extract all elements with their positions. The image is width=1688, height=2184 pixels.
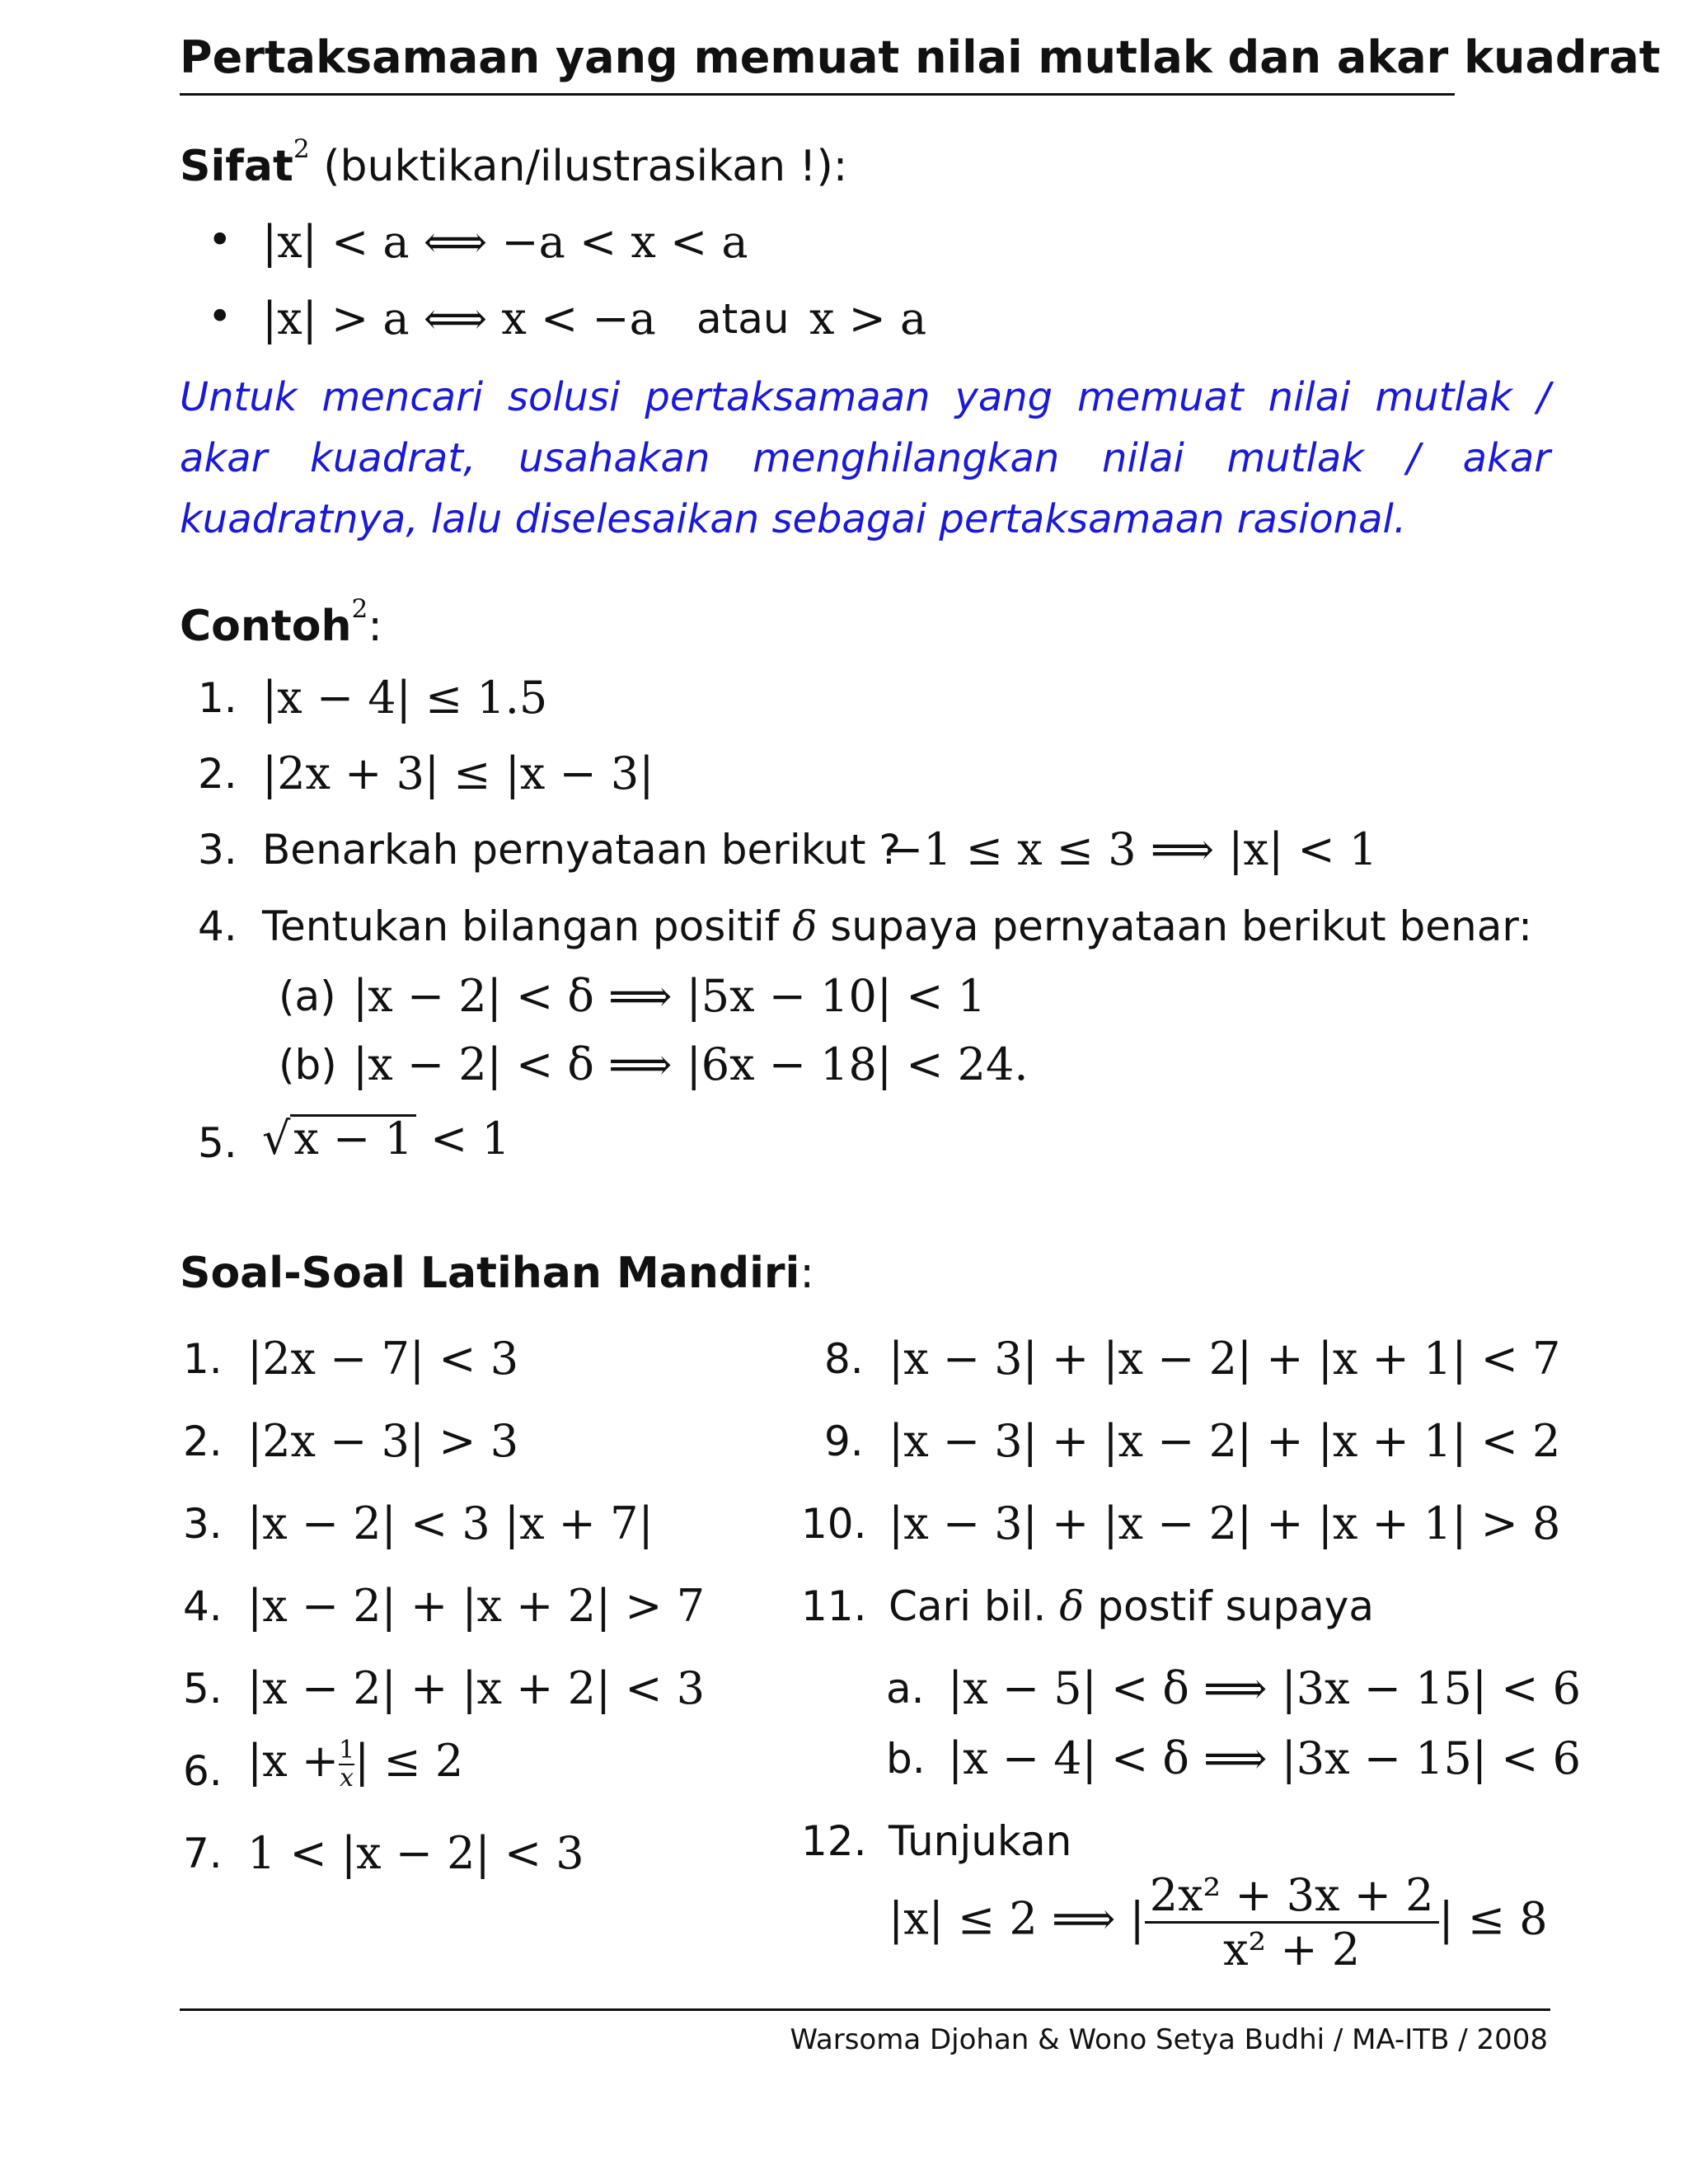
contoh-question: Benarkah pernyataan berikut ?: [262, 826, 901, 874]
latihan-subnumber: b.: [886, 1735, 926, 1783]
footer-rule: [180, 2008, 1550, 2011]
latihan-heading: Soal-Soal Latihan Mandiri:: [180, 1249, 814, 1298]
latihan-number: 8.: [824, 1335, 864, 1383]
sifat-rule-1: |x| < a ⟺ −a < x < a: [262, 216, 748, 268]
sifat-rule-2: |x| > a ⟺ x < −a: [262, 293, 656, 344]
latihan-expression: |x − 2| < 3 |x + 7|: [247, 1497, 654, 1549]
contoh-subnumber: (b): [279, 1041, 337, 1089]
contoh-instruction: Tentukan bilangan positif δ supaya pernyataan berikut benar:: [262, 902, 1532, 950]
latihan-number: 3.: [183, 1500, 223, 1548]
latihan-number: 1.: [183, 1335, 223, 1383]
latihan-expression: |2x − 3| > 3: [247, 1415, 519, 1467]
contoh-number: 2.: [198, 750, 237, 798]
contoh-number: 5.: [198, 1119, 237, 1167]
latihan-number: 2.: [183, 1418, 223, 1465]
latihan-number: 6.: [183, 1747, 223, 1795]
title-underline: [180, 93, 1455, 96]
contoh-heading: Contoh$^2$:: [180, 593, 382, 651]
latihan-number: 4.: [183, 1582, 223, 1630]
contoh-expression: |x − 2| < δ ⟹ |5x − 10| < 1: [353, 970, 987, 1022]
latihan-subnumber: a.: [886, 1665, 925, 1713]
latihan-expression: |x − 4| < δ ⟹ |3x − 15| < 6: [948, 1732, 1582, 1784]
bullet-icon: •: [208, 216, 232, 264]
latihan-fraction-expression: |x| ≤ 2 ⟹ | $\frac{\text{2x² + 3x + 2}}{\text{x² + 2}}$ | ≤ 8: [889, 1869, 1548, 1975]
latihan-expression: 1 < |x − 2| < 3: [247, 1827, 584, 1879]
latihan-instruction: Tunjukan: [889, 1817, 1072, 1865]
footer-credit: Warsoma Djohan & Wono Setya Budhi / MA-ITB / 2008: [790, 2023, 1548, 2056]
latihan-number: 5.: [183, 1665, 223, 1713]
bullet-icon: •: [208, 293, 232, 340]
latihan-number: 12.: [801, 1817, 867, 1865]
contoh-expression: |x − 2| < δ ⟹ |6x − 18| < 24.: [353, 1038, 1029, 1090]
contoh-expression: |x − 4| ≤ 1.5: [262, 672, 548, 724]
latihan-expression: |x − 2| + |x + 2| > 7: [247, 1580, 706, 1632]
sifat-heading: Sifat$^2$ (buktikan/ilustrasikan !):: [180, 134, 848, 191]
contoh-number: 4.: [198, 902, 237, 950]
contoh-sqrt-expression: √x − 1 < 1: [262, 1113, 510, 1165]
page-title: Pertaksamaan yang memuat nilai mutlak dan akar kuadrat: [180, 31, 1661, 83]
latihan-number: 7.: [183, 1830, 223, 1877]
sifat-rule-2-tail: x > a: [809, 293, 927, 344]
latihan-expression: |x − 3| + |x − 2| + |x + 1| < 7: [889, 1333, 1561, 1385]
latihan-number: 9.: [824, 1418, 864, 1465]
sifat-rule-2-connector: atau: [696, 295, 790, 343]
latihan-expression: |x − 5| < δ ⟹ |3x − 15| < 6: [948, 1662, 1582, 1714]
latihan-expression: |x − 2| + |x + 2| < 3: [247, 1662, 706, 1714]
latihan-number: 10.: [801, 1500, 867, 1548]
latihan-expression: |x − 3| + |x − 2| + |x + 1| > 8: [889, 1497, 1561, 1549]
latihan-expression: |x − 3| + |x − 2| + |x + 1| < 2: [889, 1415, 1561, 1467]
contoh-number: 3.: [198, 826, 237, 874]
latihan-number: 11.: [801, 1582, 867, 1630]
contoh-expression: |2x + 3| ≤ |x − 3|: [262, 748, 654, 799]
latihan-instruction: Cari bil. δ postif supaya: [889, 1582, 1374, 1630]
instruction-text: Untuk mencari solusi pertaksamaan yang memuat nilai mutlak / akar kuadrat, usahakan menghilangkan nilai mutlak / akar kuadratnya, lalu diselesaikan sebagai pertaksamaan rasional.: [180, 374, 1550, 542]
latihan-fraction-expression: |x + $\frac{1}{x}$ | ≤ 2: [247, 1735, 464, 1793]
latihan-expression: |2x − 7| < 3: [247, 1333, 519, 1385]
contoh-subnumber: (a): [279, 972, 336, 1020]
contoh-expression: −1 ≤ x ≤ 3 ⟹ |x| < 1: [886, 823, 1378, 875]
contoh-number: 1.: [198, 674, 237, 722]
